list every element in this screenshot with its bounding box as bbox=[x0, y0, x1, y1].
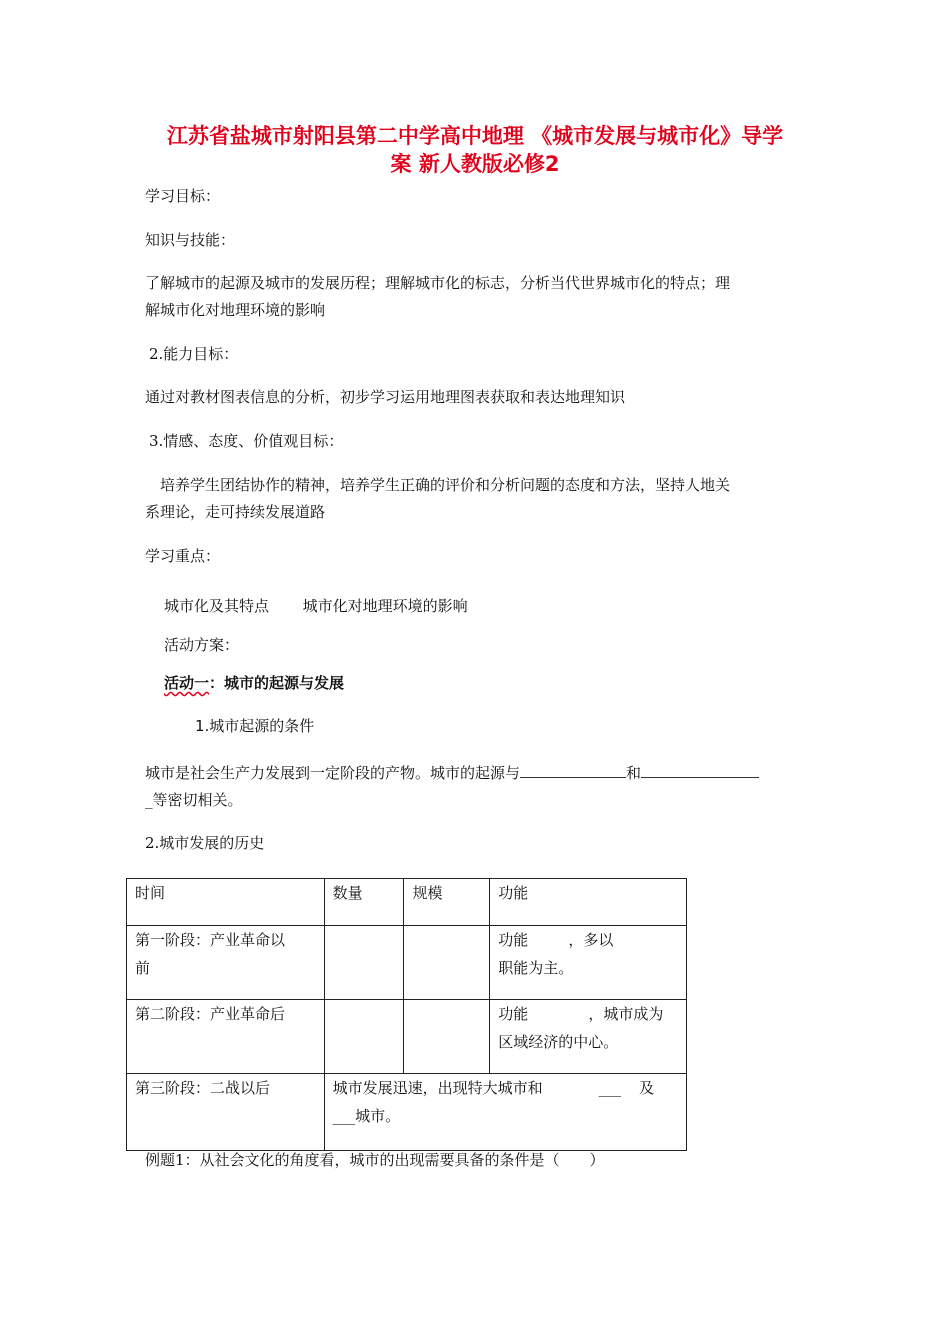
header-scale: 规模 bbox=[404, 879, 490, 926]
ability-goal-text: 通过对教材图表信息的分析，初步学习运用地理图表获取和表达地理知识 bbox=[145, 388, 626, 406]
stage-one-scale-cell[interactable] bbox=[404, 926, 490, 1000]
emotion-goal-text-line-1: 培养学生团结协作的精神，培养学生正确的评价和分析问题的态度和方法，坚持人地关 bbox=[160, 476, 731, 494]
stage-three-merged-cell: 城市发展迅速，出现特大城市和 ___ 及 ___城市。 bbox=[324, 1074, 686, 1151]
activity-plan-heading: 活动方案： bbox=[164, 636, 240, 654]
subsection-city-history: 2.城市发展的历史 bbox=[145, 834, 265, 852]
title-line-2: 案 新人教版必修2 bbox=[390, 152, 560, 176]
stage-two-function-cell: 功能 ，城市成为 区域经济的中心。 bbox=[490, 1000, 687, 1074]
stage-two-quantity-cell[interactable] bbox=[324, 1000, 404, 1074]
fill-blank-2[interactable] bbox=[641, 759, 759, 778]
origin-paragraph-line-1: 城市是社会生产力发展到一定阶段的产物。城市的起源与 和 bbox=[145, 759, 810, 787]
stage-two-cell: 第二阶段：产业革命后 bbox=[127, 1000, 325, 1074]
key-point-urbanization: 城市化及其特点 bbox=[164, 597, 270, 615]
key-points-heading: 学习重点： bbox=[145, 547, 221, 565]
origin-paragraph-line-2: _等密切相关。 bbox=[145, 791, 243, 809]
knowledge-text-line-1: 了解城市的起源及城市的发展历程；理解城市化的标志，分析当代世界城市化的特点；理 bbox=[145, 274, 731, 292]
subsection-origin-conditions: 1.城市起源的条件 bbox=[195, 717, 315, 735]
fill-blank-1[interactable] bbox=[520, 759, 626, 778]
table-row bbox=[127, 1074, 687, 1151]
activity-one-heading bbox=[164, 669, 829, 697]
stage-one-cell: 第一阶段：产业革命以 前 bbox=[127, 926, 325, 1000]
activity-one-title: ：城市的起源与发展 bbox=[209, 674, 345, 692]
table-row bbox=[127, 1000, 687, 1074]
learning-goals-heading: 学习目标： bbox=[145, 187, 221, 205]
example-question-1: 例题1：从社会文化的角度看，城市的出现需要具备的条件是（ ） bbox=[145, 1151, 605, 1169]
stage-three-cell: 第三阶段：二战以后 bbox=[127, 1074, 325, 1151]
emotion-goal-heading: 3.情感、态度、价值观目标： bbox=[149, 432, 344, 450]
document-title bbox=[120, 122, 830, 178]
emotion-goal-text-line-2: 系理论，走可持续发展道路 bbox=[145, 503, 326, 521]
knowledge-skill-heading: 知识与技能： bbox=[145, 231, 236, 249]
table-header-row bbox=[127, 879, 687, 926]
ability-goal-heading: 2.能力目标： bbox=[149, 345, 239, 363]
knowledge-text-line-2: 解城市化对地理环境的影响 bbox=[145, 301, 326, 319]
key-points-line bbox=[164, 592, 829, 620]
key-point-environment: 城市化对地理环境的影响 bbox=[302, 597, 468, 615]
city-development-table bbox=[126, 878, 687, 1151]
title-line-1: 江苏省盐城市射阳县第二中学高中地理 《城市发展与城市化》导学 bbox=[166, 124, 784, 148]
header-function: 功能 bbox=[490, 879, 687, 926]
stage-two-scale-cell[interactable] bbox=[404, 1000, 490, 1074]
stage-one-quantity-cell[interactable] bbox=[324, 926, 404, 1000]
table-row bbox=[127, 926, 687, 1000]
activity-one-label: 活动一 bbox=[164, 674, 210, 692]
stage-one-function-cell: 功能 ，多以 职能为主。 bbox=[490, 926, 687, 1000]
header-quantity: 数量 bbox=[324, 879, 404, 926]
header-time: 时间 bbox=[127, 879, 325, 926]
